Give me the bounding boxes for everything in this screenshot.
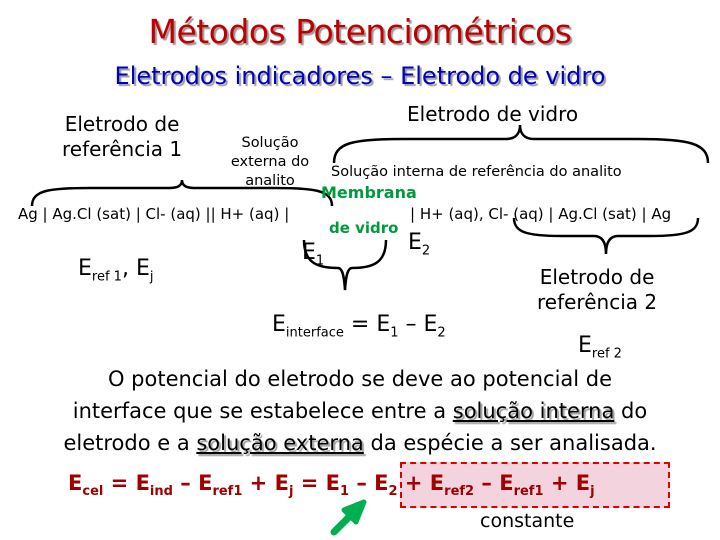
- op-plus: +: [242, 471, 275, 495]
- sub-ref1: ref1: [513, 484, 544, 500]
- text: do: [614, 399, 648, 423]
- brace-icon: [332, 125, 712, 165]
- symbol-e: E: [325, 471, 340, 495]
- sub-ref1: ref1: [212, 484, 243, 500]
- label-line: externa do: [230, 154, 310, 170]
- label-ref-electrode-2: [537, 265, 657, 315]
- symbol-e: E: [408, 230, 422, 255]
- op-minus: –: [474, 471, 500, 495]
- comma: ,: [121, 256, 129, 281]
- label-membrane: Membrana: [321, 183, 417, 202]
- interface-equation: [272, 312, 446, 340]
- text: eletrodo e a: [63, 431, 197, 455]
- page-title: Métodos Potenciométricos: [148, 12, 572, 51]
- arrow-icon: [330, 496, 374, 536]
- cell-potential-equation: [68, 471, 595, 499]
- label-eref1-ej: [78, 256, 153, 284]
- brace-icon: [512, 218, 702, 258]
- symbol-e: E: [135, 256, 150, 281]
- symbol-e: E: [272, 312, 286, 337]
- label-line: analito: [245, 173, 295, 189]
- label-e1: [302, 240, 324, 268]
- term-internal-solution: solução interna: [452, 399, 615, 423]
- symbol-e: E: [578, 333, 592, 358]
- op-plus: +: [397, 471, 430, 495]
- cell-notation-right: | H+ (aq), Cl- (aq) | Ag.Cl (sat) | Ag: [410, 205, 672, 223]
- minus-e: – E: [405, 312, 438, 337]
- sub-1: 1: [315, 253, 325, 269]
- op-minus: –: [172, 471, 199, 495]
- sub-cel: cel: [82, 484, 104, 500]
- sub-ind: ind: [149, 484, 173, 500]
- equals-e: = E: [350, 312, 391, 337]
- op-plus: +: [543, 471, 576, 495]
- symbol-e: E: [135, 471, 150, 495]
- symbol-e: E: [68, 471, 83, 495]
- sub-ref2: ref 2: [591, 346, 622, 362]
- op-equals: =: [293, 471, 326, 495]
- text: interface que se estabelece entre a: [72, 399, 453, 423]
- symbol-e: E: [374, 471, 389, 495]
- sub-2: 2: [437, 325, 446, 341]
- symbol-e: E: [302, 240, 316, 265]
- paragraph-line-1: O potencial do eletrodo se deve ao potencial de: [107, 367, 613, 391]
- paragraph-line-2: [0, 399, 720, 423]
- sub-interface: interface: [285, 325, 344, 341]
- sub-j: j: [590, 484, 595, 500]
- sub-2: 2: [388, 484, 398, 500]
- symbol-e: E: [429, 471, 445, 495]
- sub-j: j: [149, 269, 154, 285]
- label-glass-electrode: Eletrodo de vidro: [407, 102, 579, 126]
- label-line: referência 2: [537, 290, 658, 314]
- label-line: Eletrodo de: [64, 112, 180, 136]
- symbol-e: E: [575, 471, 591, 495]
- text: da espécie a ser analisada.: [363, 431, 657, 455]
- label-ref-electrode-1: [62, 112, 182, 162]
- sub-ref2: ref2: [444, 484, 475, 500]
- sub-j: j: [288, 484, 294, 500]
- symbol-e: E: [499, 471, 514, 495]
- symbol-e: E: [274, 471, 289, 495]
- label-glass: de vidro: [329, 219, 399, 237]
- sub-1: 1: [390, 325, 399, 341]
- op-minus: –: [349, 471, 375, 495]
- page-subtitle: Eletrodos indicadores – Eletrodo de vidro: [114, 62, 606, 90]
- cell-notation-left: Ag | Ag.Cl (sat) | Cl- (aq) || H+ (aq) |: [18, 205, 290, 223]
- sub-ref1: ref 1: [91, 269, 122, 285]
- label-internal-solution: Solução interna de referência do analito: [331, 164, 622, 180]
- sub-1: 1: [340, 484, 350, 500]
- label-line: Eletrodo de: [539, 265, 655, 289]
- label-constant: constante: [480, 510, 575, 532]
- label-e2: [408, 230, 430, 258]
- label-line: Solução: [241, 135, 299, 151]
- paragraph-line-3: [0, 431, 720, 455]
- label-line: referência 1: [62, 137, 183, 161]
- op-equals: =: [103, 471, 136, 495]
- sub-2: 2: [421, 243, 431, 259]
- symbol-e: E: [78, 256, 92, 281]
- term-external-solution: solução externa: [196, 431, 364, 455]
- label-eref2: [578, 333, 622, 361]
- symbol-e: E: [198, 471, 213, 495]
